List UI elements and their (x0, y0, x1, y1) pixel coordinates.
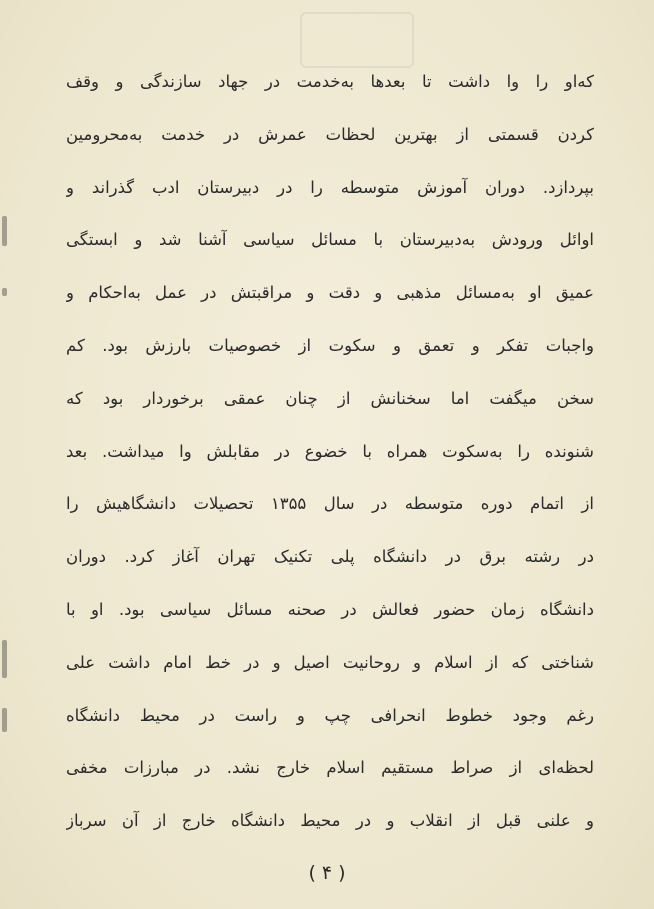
binding-mark (2, 708, 7, 732)
body-text (66, 56, 594, 848)
text-line: عمیق او به‌مسائل مذهبی و دقت و مراقبتش در عمل به‌احکام و (66, 283, 594, 303)
text-line: لحظه‌ای از صراط مستقیم اسلام خارج نشد. در مبارزات مخفی (66, 758, 594, 778)
text-line: کردن قسمتی از بهترین لحظات عمرش در خدمت به‌محرومین (66, 124, 594, 144)
text-line: بپردازد. دوران آموزش متوسطه را در دبیرستان ادب گذراند و (66, 177, 594, 197)
text-line: سخن میگفت اما سخنانش از چنان عمقی برخوردار بود که (66, 388, 594, 408)
text-line: شنونده را به‌سکوت همراه با خضوع در مقابلش وا میداشت. بعد (66, 441, 594, 461)
text-line: دانشگاه زمان حضور فعالش در صحنه مسائل سیاسی بود. او با (66, 599, 594, 619)
binding-mark (2, 288, 7, 296)
text-line: از اتمام دوره متوسطه در سال ۱۳۵۵ تحصیلات دانشگاهیش را (66, 494, 594, 514)
text-line: در رشته برق در دانشگاه پلی تکنیک تهران آغاز کرد. دوران (66, 547, 594, 567)
binding-mark (2, 216, 7, 246)
page-number: ( ۴ ) (308, 862, 346, 884)
text-line: واجبات تفکر و تعمق و سکوت از خصوصیات بارزش بود. کم (66, 335, 594, 355)
text-line: شناختی که از اسلام و روحانیت اصیل و در خط امام داشت علی (66, 652, 594, 672)
binding-mark (2, 640, 7, 678)
text-line: اوائل ورودش به‌دبیرستان با مسائل سیاسی آشنا شد و ابستگی (66, 230, 594, 250)
text-line: که‌او را وا داشت تا بعدها به‌خدمت در جهاد سازندگی و وقف (66, 72, 594, 91)
text-line: رغم وجود خطوط انحرافی چپ و راست در محیط دانشگاه (66, 705, 594, 725)
text-line: و علنی قبل از انقلاب و در محیط دانشگاه خارج از آن سرباز (66, 811, 594, 831)
